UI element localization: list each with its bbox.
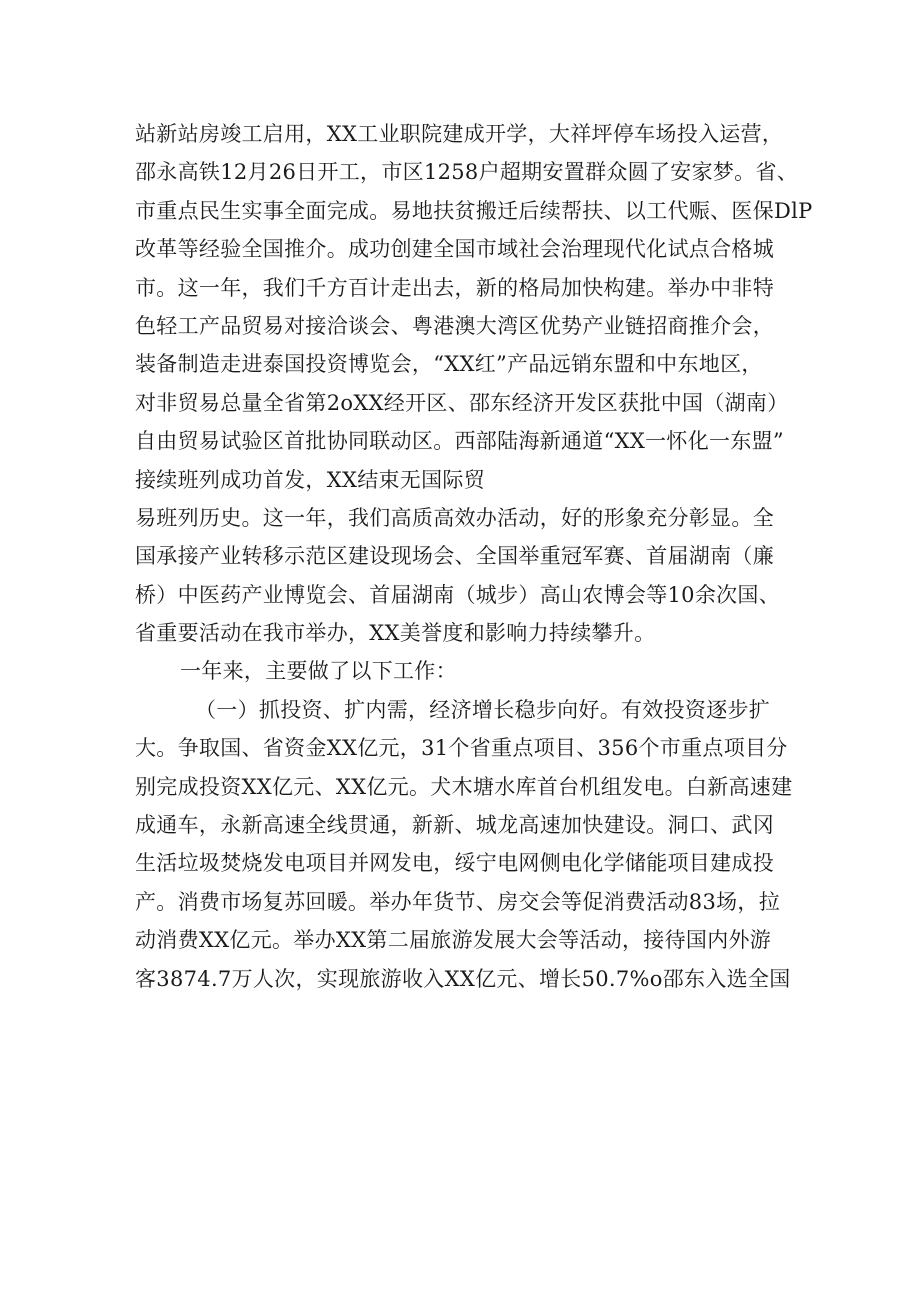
paragraph-intro-line: 一年来，主要做了以下工作：	[180, 659, 457, 684]
text-line: 对非贸易总量全省第2oXX经开区、邵东经济开发区获批中国（湖南）	[135, 390, 789, 415]
text-line: 生活垃圾焚烧发电项目并网发电，绥宁电网侧电化学储能项目建成投	[135, 851, 774, 876]
text-line: 市。这一年，我们千方百计走出去，新的格局加快构建。举办中非特	[135, 275, 774, 300]
text-line: 客3874.7万人次，实现旅游收入XX亿元、增长50.7%o邵东入选全国	[135, 966, 791, 991]
text-line: 产。消费市场复苏回暖。举办年货节、房交会等促消费活动83场，拉	[135, 889, 781, 914]
text-line: 桥）中医药产业博览会、首届湖南（城步）高山农博会等10余次国、	[135, 582, 781, 607]
text-line: 大。争取国、省资金XX亿元，31个省重点项目、356个市重点项目分	[135, 736, 788, 761]
text-line: 别完成投资XX亿元、XX亿元。犬木塘水库首台机组发电。白新高速建	[135, 774, 793, 799]
text-line: 省重要活动在我市举办，XX美誉度和影响力持续攀升。	[135, 621, 656, 646]
text-line: 市重点民生实事全面完成。易地扶贫搬迁后续帮扶、以工代赈、医保DlP	[135, 198, 813, 223]
text-line: 站新站房竣工启用，XX工业职院建成开学，大祥坪停车场投入运营，	[135, 122, 784, 146]
text-line: 接续班列成功首发，XX结束无国际贸	[135, 467, 485, 492]
text-line: 易班列历史。这一年，我们高质高效办活动，好的形象充分彰显。全	[135, 505, 774, 530]
text-line: 国承接产业转移示范区建设现场会、全国举重冠军赛、首届湖南（廉	[135, 544, 774, 569]
text-line: 动消费XX亿元。举办XX第二届旅游发展大会等活动，接待国内外游	[135, 928, 772, 953]
text-line: 成通车，永新高速全线贯通，新新、城龙高速加快建设。洞口、武冈	[135, 813, 774, 838]
text-line: 邵永高铁12月26日开工，市区1258户超期安置群众圆了安家梦。省、	[135, 160, 799, 185]
section-heading-line: （一）抓投资、扩内需，经济增长稳步向好。有效投资逐步扩	[195, 697, 771, 722]
text-line: 自由贸易试验区首批协同联动区。西部陆海新通道“XX一怀化一东盟”	[135, 429, 784, 454]
text-line: 装备制造走进泰国投资博览会，“XX红”产品远销东盟和中东地区，	[135, 352, 763, 377]
text-line: 改革等经验全国推介。成功创建全国市域社会治理现代化试点合格城	[135, 237, 774, 262]
text-line: 色轻工产品贸易对接洽谈会、粤港澳大湾区优势产业链招商推介会，	[135, 313, 774, 338]
body-text	[135, 115, 813, 998]
